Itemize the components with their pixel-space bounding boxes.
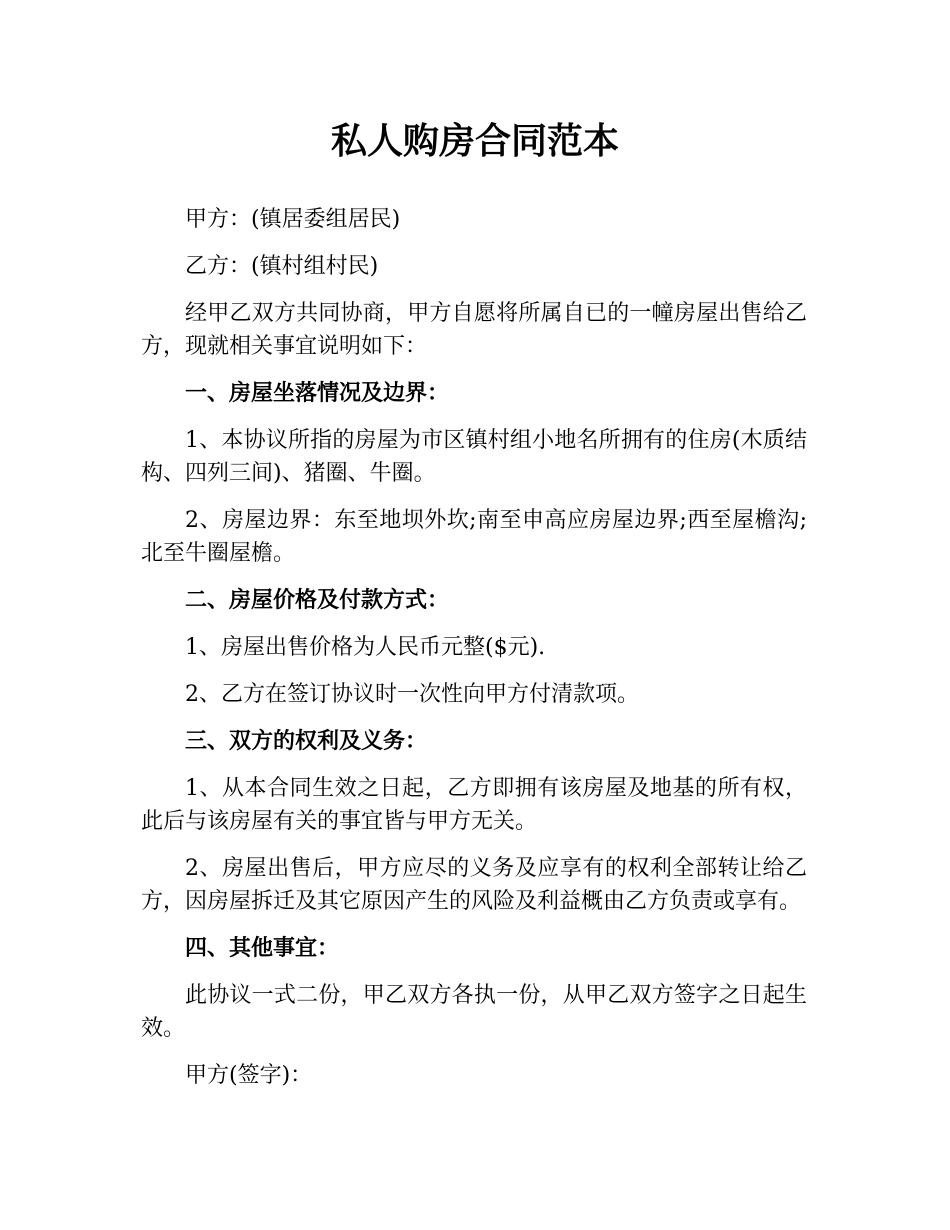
- rights-clause-2: 2、房屋出售后，甲方应尽的义务及应享有的权利全部转让给乙方，因房屋拆迁及其它原因产生的风险及利益概由乙方负责或享有。: [141, 856, 807, 914]
- party-a-signature-line: 甲方(签字)：: [185, 1063, 313, 1088]
- price-clause-2: 2、乙方在签订协议时一次性向甲方付清款项。: [185, 682, 639, 707]
- document-title: 私人购房合同范本: [330, 121, 619, 162]
- other-clause: 此协议一式二份，甲乙双方各执一份，从甲乙双方签字之日起生效。: [141, 983, 807, 1041]
- document-body: [141, 203, 807, 1106]
- location-clause-1: 1、本协议所指的房屋为市区镇村组小地名所拥有的住房(木质结构、四列三间)、猪圈、牛圈。: [141, 428, 807, 486]
- location-clause-2: 2、房屋边界：东至地坝外坎;南至申高应房屋边界;西至屋檐沟;北至牛圈屋檐。: [141, 508, 807, 566]
- section-heading-other: 四、其他事宜：: [185, 936, 340, 961]
- price-clause-1: 1、房屋出售价格为人民币元整($元).: [185, 635, 546, 660]
- party-b-line: 乙方：(镇村组村民): [185, 254, 379, 279]
- intro-paragraph: 经甲乙双方共同协商，甲方自愿将所属自已的一幢房屋出售给乙方，现就相关事宜说明如下：: [141, 301, 807, 359]
- section-heading-price: 二、房屋价格及付款方式：: [185, 588, 450, 613]
- rights-clause-1: 1、从本合同生效之日起，乙方即拥有该房屋及地基的所有权，此后与该房屋有关的事宜皆与甲方无关。: [141, 776, 807, 834]
- section-heading-location: 一、房屋坐落情况及边界：: [185, 381, 450, 406]
- section-heading-rights: 三、双方的权利及义务：: [185, 729, 428, 754]
- party-a-line: 甲方：(镇居委组居民): [185, 207, 401, 232]
